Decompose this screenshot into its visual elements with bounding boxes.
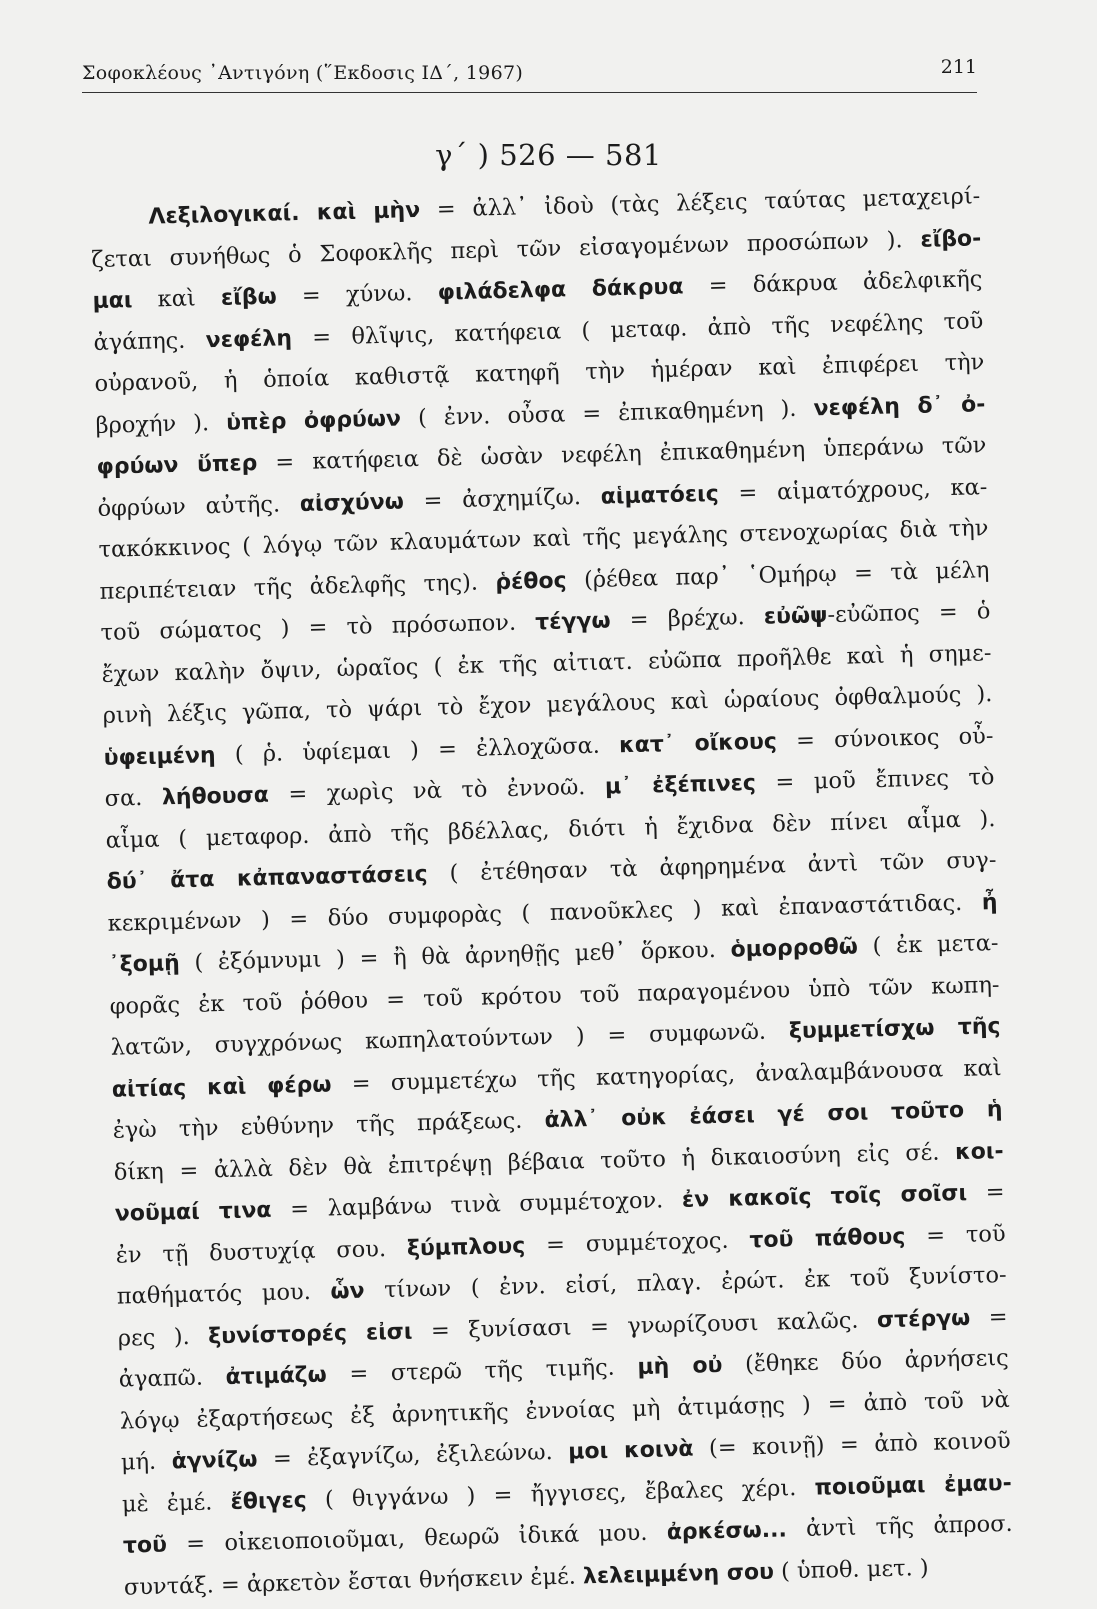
definition-text: = κατήφεια δὲ ὡσὰν νεφέλη ἐπικαθημένη ὑπεράνω τῶν: [256, 432, 987, 476]
definition-text: = στερῶ τῆς τιμῆς.: [326, 1353, 638, 1388]
definition-text: συντάξ. = ἀρκετὸν ἔσται θνήσκειν ἐμέ.: [123, 1562, 584, 1601]
lemma-term: καὶ μὴν: [299, 197, 421, 226]
definition-text: (ἔθηκε δύο ἀρνήσεις: [722, 1344, 1009, 1378]
lemma-term: αἰτίας καὶ φέρω: [111, 1071, 332, 1103]
lexicon-text-block: [90, 176, 1014, 1608]
definition-text: ( θιγγάνω ) = ἤγγισες, ἔβαλες χέρι.: [306, 1474, 815, 1513]
lemma-term: νοῦμαί τινα: [114, 1197, 272, 1227]
lemma-term: μ᾽ ἐξέπινες: [604, 770, 757, 800]
definition-text: ἀντὶ τῆς ἀπροσ.: [786, 1510, 1013, 1543]
definition-text: ἀγαπῶ.: [118, 1364, 226, 1393]
lemma-term: ῥέθος: [495, 567, 567, 595]
lemma-term: μὴ οὐ: [637, 1352, 723, 1380]
definition-text: παθήματός μου.: [116, 1278, 331, 1310]
lemma-term: ἁγνίζω: [171, 1447, 258, 1475]
lemma-term: φιλάδελφα δάκρυα: [437, 274, 684, 306]
lemma-term: ᾽ξομῇ: [108, 951, 181, 978]
lemma-term: ἦ: [981, 889, 998, 915]
definition-text: ρες ).: [117, 1322, 209, 1352]
definition-text: = χύνω.: [276, 279, 439, 310]
lemma-term: αἰσχύνω: [299, 488, 405, 517]
lemma-term: εἴβω: [220, 284, 277, 311]
lemma-term: ὁμορροθῶ: [730, 934, 859, 963]
definition-text: -εὐῶπος = ὁ: [827, 598, 991, 629]
definition-text: = τοῦ: [905, 1220, 1006, 1249]
definition-text: = οἰκειοποιοῦμαι, θεωρῶ ἰδικά μου.: [166, 1519, 668, 1558]
lemma-term: τοῦ πάθους: [749, 1223, 906, 1253]
lemma-term: ἔθιγες: [230, 1487, 308, 1515]
definition-text: (= κοινῇ) = ἀπὸ κοινοῦ: [693, 1427, 1011, 1462]
definition-text: = δάκρυα ἀδελφικῆς: [683, 266, 983, 300]
page-header: [82, 52, 977, 93]
definition-text: =: [969, 1303, 1008, 1331]
definition-text: σα.: [104, 784, 163, 812]
lemma-term: εὐῶψ: [763, 603, 828, 630]
definition-text: τακόκκινος ( λόγῳ τῶν κλαυμάτων καὶ τῆς μεγάλης στενοχωρίας διὰ τὴν: [98, 515, 989, 563]
definition-text: = μοῦ ἔπινες τὸ: [755, 764, 995, 796]
lemma-term: κοι-: [954, 1138, 1004, 1165]
definition-text: ἔχων καλὴν ὄψιν, ὡραῖος ( ἐκ τῆς αἰτιατ. εὐῶπα προῆλθε καὶ ἡ σημε-: [101, 639, 992, 688]
definition-text: ( ἐκ μετα-: [857, 930, 999, 960]
lemma-term: ξύμπλους: [406, 1233, 526, 1262]
definition-text: αἷμα ( μεταφορ. ἀπὸ τῆς βδέλλας, διότι ἡ ἔχιδνα δὲν πίνει αἷμα ).: [105, 805, 996, 854]
definition-text: = ἀλλ᾽ ἰδοὺ (τὰς λέξεις ταύτας μεταχειρί-: [419, 183, 981, 223]
definition-text: τίνων ( ἐνν. εἰσί, πλαγ. ἐρώτ. ἐκ τοῦ ξυνίστο-: [364, 1261, 1007, 1304]
lemma-term: ξυνίστορές εἰσι: [207, 1318, 413, 1349]
definition-text: (ῥέθεα παρ᾽ ῾Ομήρῳ = τὰ μέλη: [566, 556, 990, 593]
definition-text: = θλῖψις, κατήφεια ( μεταφ. ἀπὸ τῆς νεφέλης τοῦ: [291, 307, 984, 351]
definition-text: = συμμέτοχος.: [524, 1226, 750, 1259]
definition-text: κεκριμένων ) = δύο συμφορὰς ( πανοῦκλες ) καὶ ἐπαναστάτιδας.: [107, 888, 983, 937]
definition-text: φορᾶς ἐκ τοῦ ῥόθου = τοῦ κρότου τοῦ παραγομένου ὑπὸ τῶν κωπη-: [109, 971, 1000, 1020]
lemma-term: τέγγω: [534, 608, 611, 636]
definition-text: = χωρὶς νὰ τὸ ἐννοῶ.: [268, 773, 606, 808]
lemma-term: ὧν: [330, 1278, 365, 1305]
definition-text: τοῦ σώματος ) = τὸ πρόσωπον.: [100, 609, 536, 646]
lemma-term: ἀλλ᾽ οὐκ ἐάσει γέ σοι τοῦτο ἡ: [544, 1096, 1003, 1134]
definition-text: ( ἐνν. οὖσα = ἐπικαθημένη ).: [400, 394, 814, 431]
lemma-term: νεφέλη: [205, 325, 293, 353]
definition-text: περιπέτειαν τῆς ἀδελφῆς της).: [99, 568, 496, 605]
definition-text: ( ἐτέθησαν τὰ ἀφηρημένα ἀντὶ τῶν συγ-: [427, 847, 997, 887]
lemma-term: ἐν κακοῖς τοῖς σοῖσι: [681, 1180, 968, 1213]
definition-text: ( ἐξόμνυμι ) = ἢ θὰ ἀρνηθῇς μεθ᾽ ὅρκου.: [179, 936, 731, 977]
running-title: Σοφοκλέους ᾽Αντιγόνη (῞Εκδοσις ΙΔ΄, 1967): [82, 62, 524, 84]
lemma-term: ποιοῦμαι ἐμαυ-: [814, 1470, 1012, 1501]
definition-text: = ξυνίσασι = γνωρίζουσι καλῶς.: [412, 1306, 878, 1344]
definition-text: ζεται συνήθως ὁ Σοφοκλῆς περὶ τῶν εἰσαγομένων προσώπων ).: [91, 226, 921, 273]
definition-text: μὲ ἐμέ.: [121, 1488, 231, 1518]
lemma-term: ἀρκέσω...: [666, 1517, 788, 1546]
definition-text: = βρέχω.: [610, 603, 765, 634]
definition-text: = ἐξαγνίζω, ἐξιλεώνω.: [257, 1438, 569, 1473]
definition-text: ( ῥ. ὑφίεμαι ) = ἐλλοχῶσα.: [215, 731, 620, 768]
lemma-term: εἴβο-: [920, 225, 982, 253]
lemma-term: φρύων ὕπερ: [96, 450, 258, 480]
definition-text: δίκη = ἀλλὰ δὲν θὰ ἐπιτρέψῃ βέβαια τοῦτο ἡ δικαιοσύνη εἰς σέ.: [113, 1138, 956, 1186]
definition-text: οὐρανοῦ, ἡ ὁποία καθιστᾷ κατηφῆ τὴν ἡμέραν καὶ ἐπιφέρει τὴν: [94, 349, 985, 397]
definition-text: = αἱματόχρους, κα-: [718, 473, 988, 507]
lemma-term: νεφέλη δ᾽ ὀ-: [813, 391, 986, 421]
lemma-term: μαι: [92, 287, 133, 314]
definition-text: ρινὴ λέξις γῶπα, τὸ ψάρι τὸ ἔχον μεγάλους καὶ ὡραίους ὀφθαλμούς ).: [102, 681, 993, 729]
definition-text: λόγῳ ἐξαρτήσεως ἐξ ἀρνητικῆς ἐννοίας μὴ ἀτιμάσῃς ) = ἀπὸ τοῦ νὰ: [119, 1386, 1010, 1435]
definition-text: ὀφρύων αὐτῆς.: [97, 490, 301, 522]
definition-text: =: [966, 1178, 1005, 1206]
lemma-term: μοι κοινὰ: [567, 1436, 694, 1465]
lemma-term: ξυμμετίσχω τῆς: [788, 1014, 1001, 1045]
lemma-term: κατ᾽ οἴκους: [618, 728, 778, 758]
definition-text: ἐν τῇ δυστυχίᾳ σου.: [115, 1235, 408, 1269]
definition-text: βροχήν ).: [95, 409, 227, 439]
lemma-term: αἱματόεις: [600, 481, 720, 510]
lemma-term: ὑφειμένη: [103, 742, 216, 771]
lemma-term: λελειμμένη σου: [582, 1559, 775, 1589]
definition-text: ἀγάπης.: [93, 326, 206, 356]
definition-text: ( ὑποθ. μετ. ): [773, 1554, 929, 1585]
section-heading: γ΄ ) 526 — 581: [435, 138, 662, 172]
definition-text: καὶ: [132, 284, 222, 313]
definition-text: = σύνοικος οὖ-: [776, 722, 994, 754]
definition-text: = ἀσχημίζω.: [403, 483, 602, 514]
lemma-term: τοῦ: [122, 1532, 168, 1559]
lemma-term: Λεξιλογικαί.: [148, 200, 300, 230]
definition-text: ἐγὼ τὴν εὐθύνην τῆς πράξεως.: [112, 1107, 545, 1144]
definition-text: = συμμετέχω τῆς κατηγορίας, ἀναλαμβάνουσα καὶ: [331, 1054, 1002, 1097]
lemma-term: ὑπὲρ ὀφρύων: [225, 405, 402, 436]
lemma-term: στέργω: [876, 1305, 971, 1333]
lemma-term: ἀτιμάζω: [225, 1362, 328, 1391]
page-number: 211: [940, 56, 977, 78]
definition-text: λατῶν, συγχρόνως κωπηλατούντων ) = συμφωνῶ.: [110, 1018, 790, 1061]
lemma-term: δύ᾽ ἄτα κἀπαναστάσεις: [106, 861, 428, 895]
definition-text: μή.: [120, 1448, 172, 1476]
definition-text: = λαμβάνω τινὰ συμμέτοχον.: [271, 1186, 683, 1223]
lemma-term: λήθουσα: [161, 782, 270, 811]
